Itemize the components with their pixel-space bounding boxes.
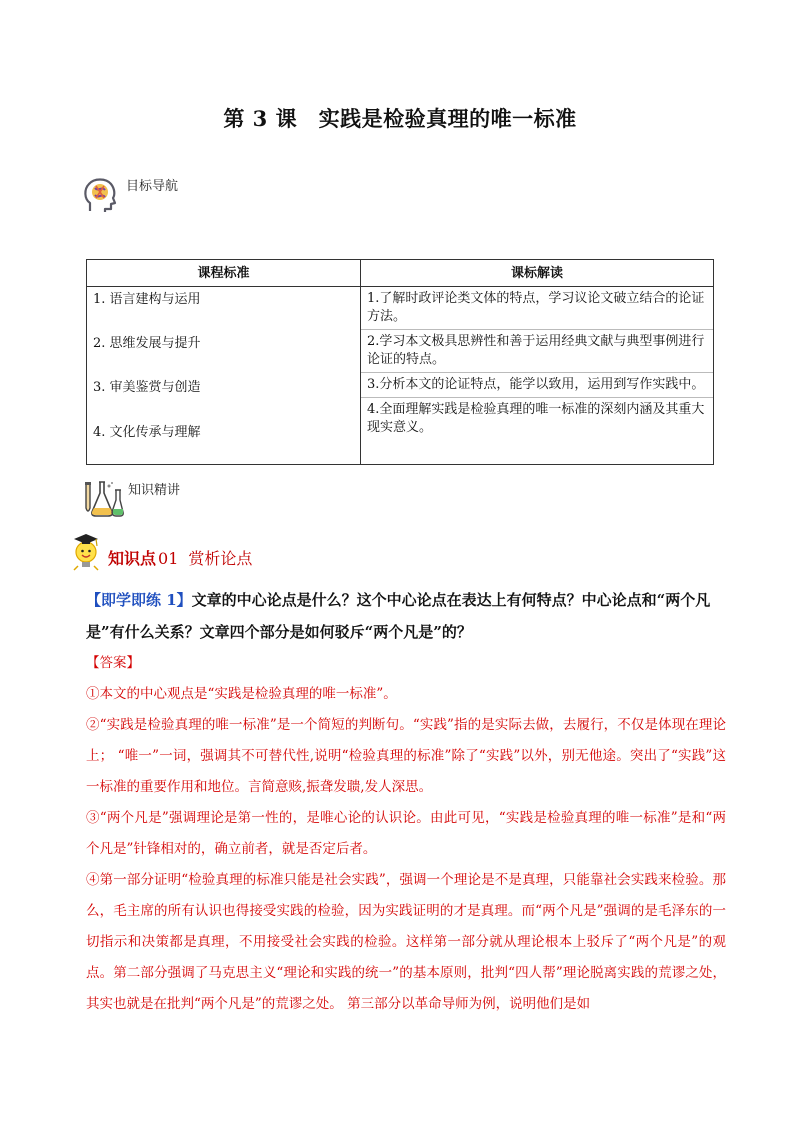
knowledge-point-number: 01: [158, 549, 179, 568]
interpretation-item: 4.全面理解实践是检验真理的唯一标准的深刻内涵及其重大现实意义。: [361, 397, 713, 440]
knowledge-point-subtitle: 赏析论点: [188, 549, 253, 568]
standard-item: 3. 审美鉴赏与创造: [93, 380, 201, 395]
target-navigation-label: 目标导航: [126, 178, 179, 194]
interpretation-item: 3.分析本文的论证特点，能学以致用，运用到写作实践中。: [361, 372, 713, 397]
standard-item: 1. 语言建构与运用: [93, 292, 201, 307]
answer-paragraph: ②“实践是检验真理的唯一标准”是一个简短的判断句。“实践”指的是实际去做，去履行，不仅是体现在理论上； “唯一”一词，强调其不可替代性,说明“检验真理的标准”除了“实践”以外，别无他途。突出了“实践”这一标准的重要作用和地位。言简意赅,振聋发聩,发人深思。: [86, 717, 726, 795]
page-title: 第 3 课 实践是检验真理的唯一标准: [223, 106, 577, 131]
answer-label: 【答案】: [86, 655, 140, 671]
answer-paragraph: ①本文的中心观点是“实践是检验真理的唯一标准”。: [86, 686, 397, 702]
knowledge-point-title: [108, 546, 252, 569]
standards-cell: [87, 287, 361, 465]
interpretation-item: 2.学习本文极具思辨性和善于运用经典文献与典型事例进行论证的特点。: [361, 329, 713, 372]
question-text: 文章的中心论点是什么？这个中心论点在表达上有何特点？中心论点和“两个凡是”有什么关系？文章四个部分是如何驳斥“两个凡是”的？: [86, 591, 711, 641]
curriculum-table: [86, 259, 714, 465]
standard-item: 2. 思维发展与提升: [93, 336, 201, 351]
knowledge-point-header: [68, 532, 252, 572]
table-header-interpretation: 课标解读: [361, 260, 714, 287]
standard-item: 4. 文化传承与理解: [93, 425, 201, 440]
interpretation-item: 1.了解时政评论类文体的特点，学习议论文破立结合的论证方法。: [367, 291, 705, 324]
practice-question: [86, 584, 726, 648]
answer-paragraph: ④第一部分证明“检验真理的标准只能是社会实践”，强调一个理论是不是真理，只能靠社会实践来检验。那么，毛主席的所有认识也得接受实践的检验，因为实践证明的才是真理。而“两个凡是”强调的是毛泽东的一切指示和决策都是真理，不用接受社会实践的检验。这样第一部分就从理论根本上驳斥了“两个凡是”的观点。第二部分强调了马克思主义“理论和实践的统一”的基本原则，批判“四人帮”理论脱离实践的荒谬之处，其实也就是在批判“两个凡是”的荒谬之处。 第三部分以革命导师为例，说明他们是如: [86, 872, 726, 1012]
knowledge-header: [82, 478, 180, 518]
answer-paragraph: ③“两个凡是”强调理论是第一性的，是唯心论的认识论。由此可见，“实践是检验真理的唯一标准”是和“两个凡是”针锋相对的，确立前者，就是否定后者。: [86, 810, 726, 857]
knowledge-point-label: 知识点: [108, 549, 157, 568]
head-brain-icon: [80, 175, 120, 215]
lightbulb-graduate-icon: [68, 532, 104, 572]
target-navigation-header: [80, 175, 178, 215]
table-header-standards: 课程标准: [87, 260, 361, 287]
knowledge-label: 知识精讲: [128, 482, 181, 498]
practice-tag: 【即学即练 1】: [86, 591, 192, 609]
lab-flask-icon: [82, 478, 126, 518]
interpretation-cell: [361, 287, 714, 465]
answer-block: [86, 648, 726, 1020]
